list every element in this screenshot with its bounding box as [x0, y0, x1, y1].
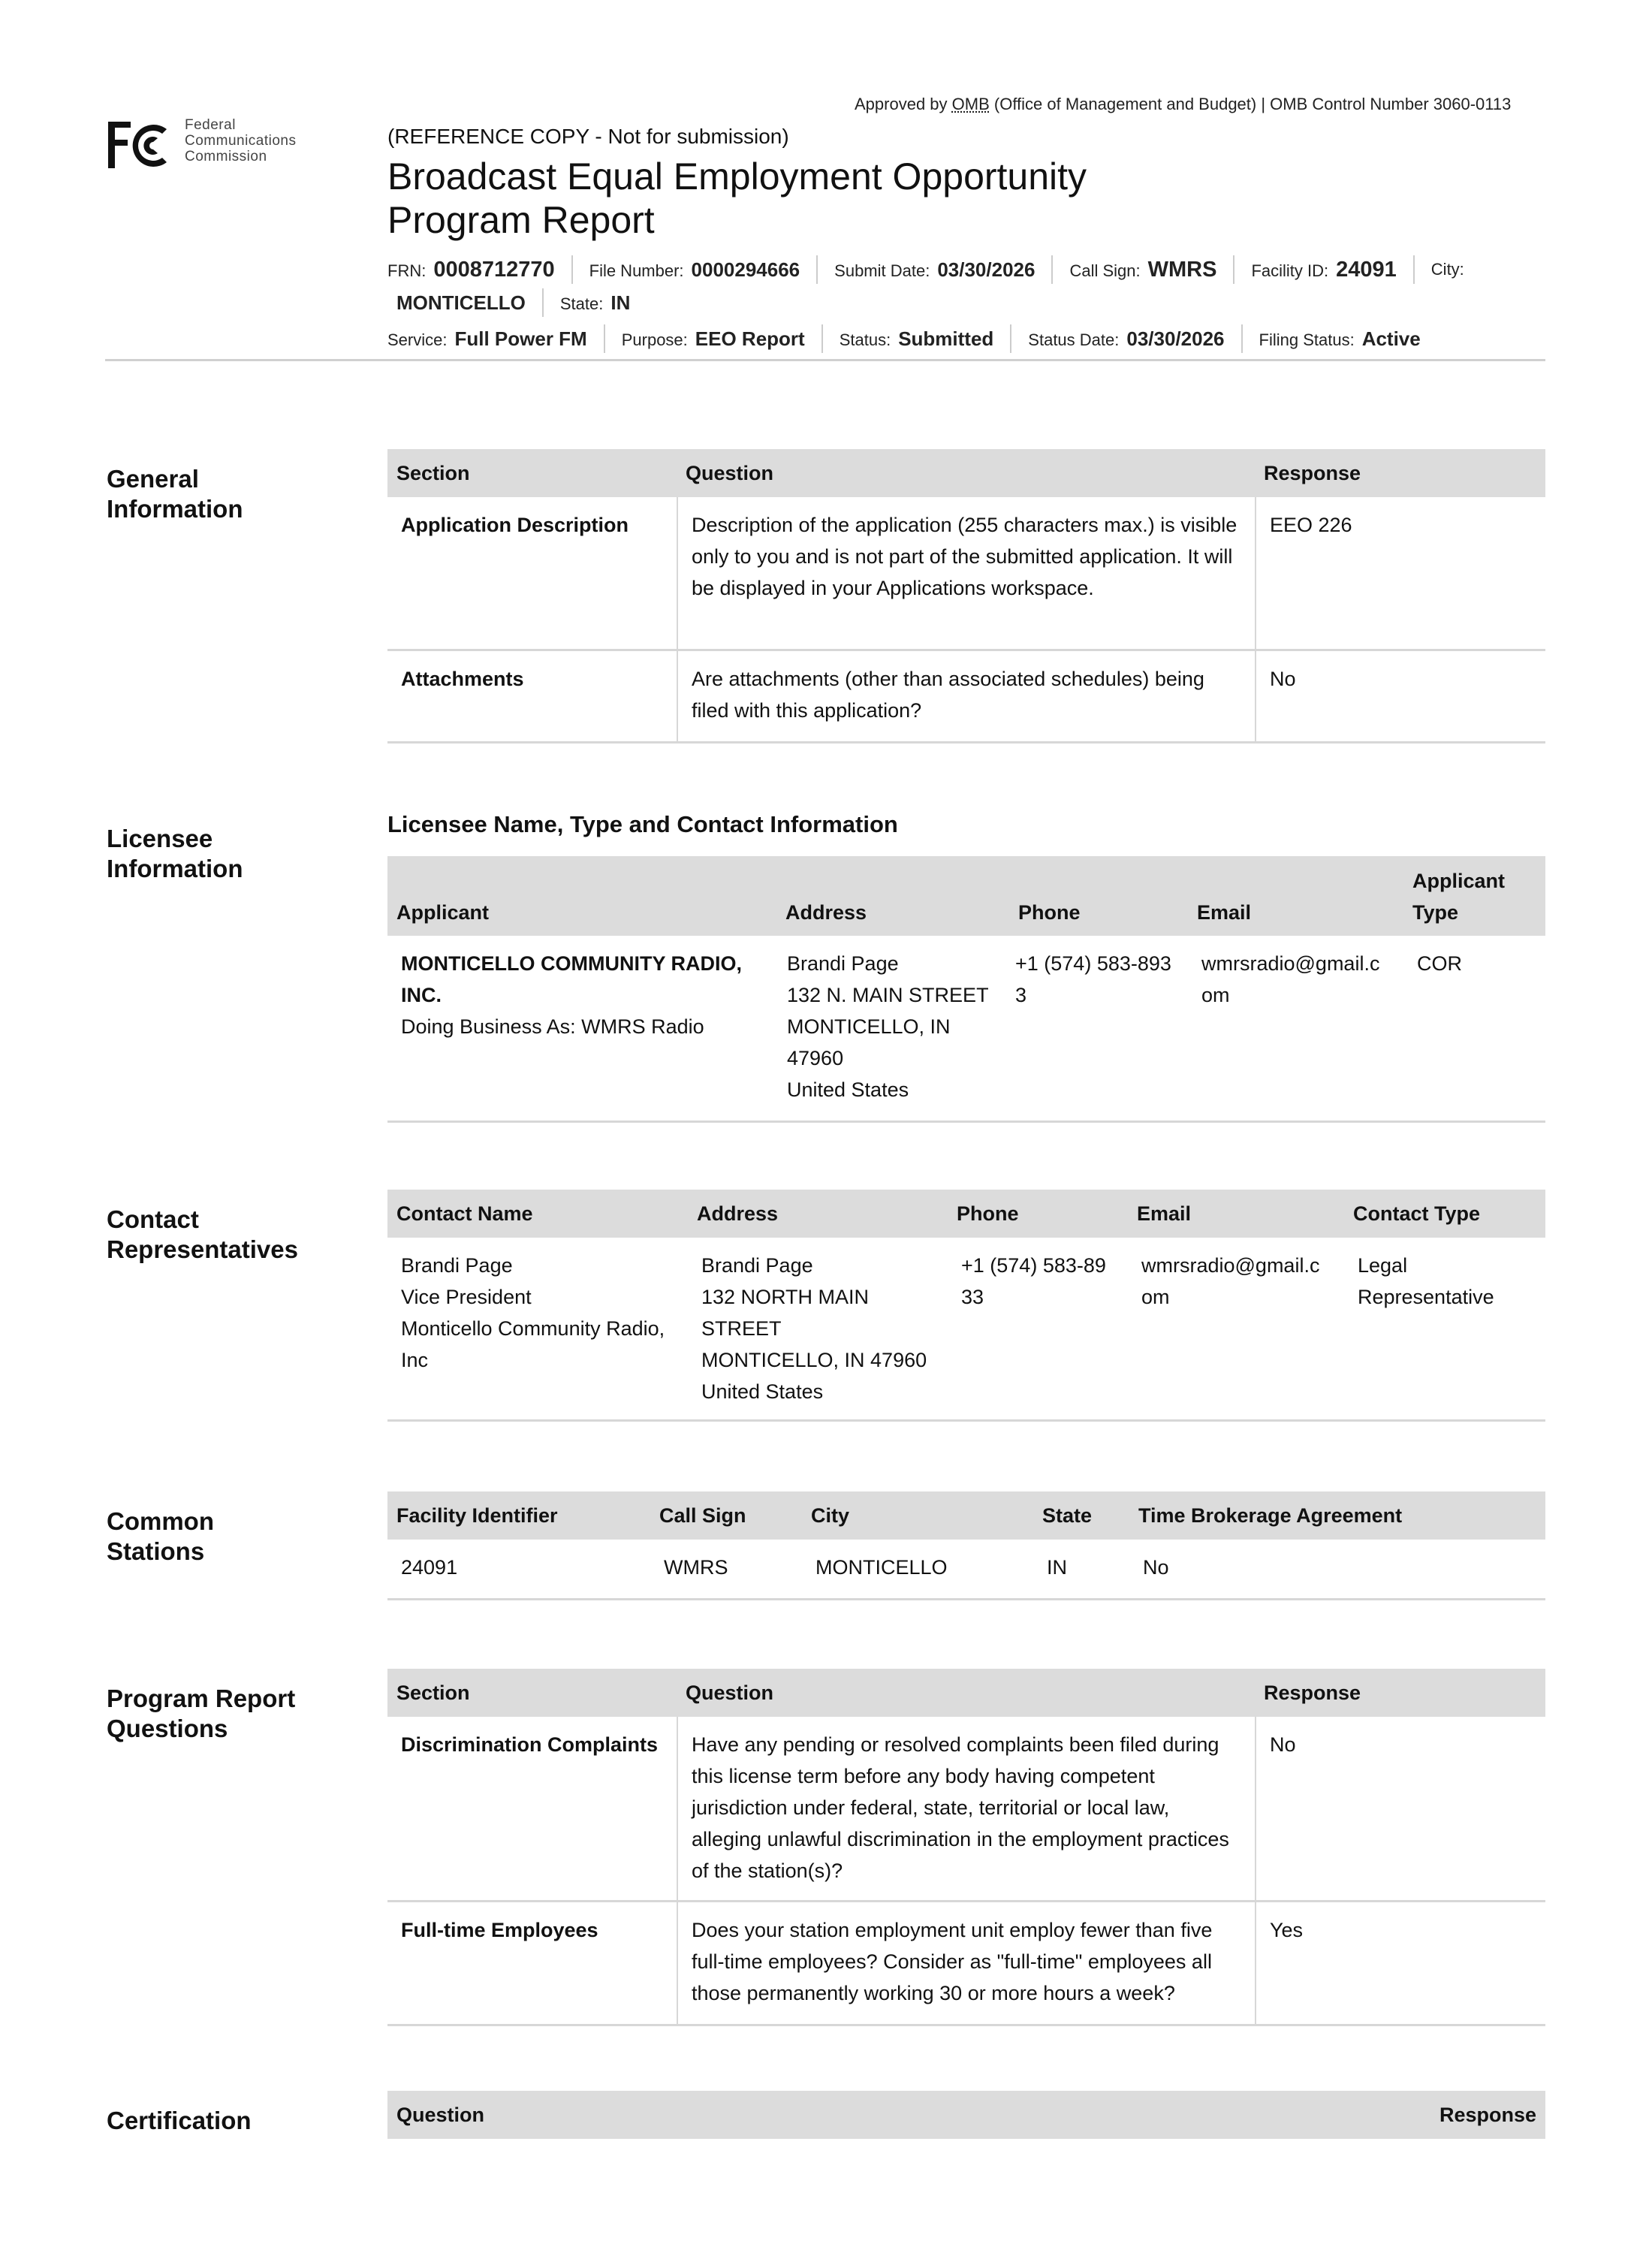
table-header: Facility Identifier Call Sign City State Time Brokerage Agreement [387, 1491, 1545, 1540]
applicant-email: wmrsradio@gmail.com [1201, 952, 1380, 1006]
table-header: Applicant Address Phone Email Applicant Type [387, 856, 1545, 936]
program-questions-table [387, 1669, 1545, 2026]
meta-row-2: MONTICELLO State: IN [387, 288, 647, 317]
submit-date-value: 03/30/2026 [937, 258, 1036, 281]
table-header: Contact Name Address Phone Email Contact Type [387, 1190, 1545, 1238]
meta-row-1: FRN: 0008712770 File Number: 0000294666 Submit Date: 03/30/2026 Call Sign: WMRS Facility ID: 24091 City: [387, 255, 1488, 284]
doing-business-as: Doing Business As: WMRS Radio [401, 1015, 704, 1038]
section-label-certification: Certification [107, 2107, 252, 2134]
table-row [387, 936, 1545, 1123]
table-header: Section Question Response [387, 1669, 1545, 1717]
licensee-table [387, 856, 1545, 1123]
general-information-table [387, 449, 1545, 743]
state-value: IN [610, 291, 631, 314]
table-row: Full-time Employees Does your station employment unit employ fewer than five full-time employees? Consider as "full-time" employees all those permanently working 30 or more hours a week? Yes [387, 1902, 1545, 2026]
contacts-table [387, 1190, 1545, 1422]
status-value: Submitted [898, 327, 994, 350]
facility-id-value: 24091 [1336, 258, 1397, 282]
service-value: Full Power FM [454, 327, 587, 350]
file-number-value: 0000294666 [691, 258, 800, 281]
stations-table [387, 1491, 1545, 1600]
call-sign-value: WMRS [1147, 258, 1217, 282]
section-label-licensee-information: Licensee Information [107, 825, 243, 882]
table-row: Discrimination Complaints Have any pending or resolved complaints been filed during this license term before any body having competent jurisdiction under federal, state, territorial or local law, alleging unlawful discrimination in the employment practices of the station(s)? No [387, 1717, 1545, 1902]
frn-value: 0008712770 [433, 258, 555, 282]
table-row: Application Description Description of the application (255 characters max.) is visible only to you and is not part of the submitted application. It will be displayed in your Applications workspace. EEO 226 [387, 497, 1545, 651]
meta-row-3: Service: Full Power FM Purpose: EEO Report Status: Submitted Status Date: 03/30/2026 Filing Status: Active [387, 324, 1437, 353]
applicant-phone: +1 (574) 583-8933 [1015, 952, 1171, 1006]
fcc-logo [105, 114, 330, 174]
contact-name: Brandi Page Vice President Monticello Community Radio, Inc [401, 1254, 665, 1371]
table-header: Section Question Response [387, 449, 1545, 497]
table-row: 24091 WMRS MONTICELLO IN No [387, 1540, 1545, 1600]
section-label-common-stations: Common Stations [107, 1507, 214, 1565]
contact-type: Legal Representative [1358, 1254, 1494, 1308]
city-value: MONTICELLO [396, 291, 526, 314]
table-row: Attachments Are attachments (other than associated schedules) being filed with this application? No [387, 651, 1545, 743]
fcc-logo-icon [105, 119, 173, 179]
applicant-name: MONTICELLO COMMUNITY RADIO, INC. [401, 952, 742, 1006]
omb-abbreviation: OMB [951, 95, 990, 113]
header-divider [105, 359, 1545, 361]
contact-phone: +1 (574) 583-8933 [961, 1254, 1106, 1308]
section-label-program-report-questions: Program Report Questions [107, 1684, 296, 1742]
applicant-type: COR [1417, 952, 1462, 975]
licensee-subtitle: Licensee Name, Type and Contact Information [387, 811, 898, 837]
section-label-general-information: General Information [107, 465, 243, 523]
page-title: Broadcast Equal Employment Opportunity Program Report [387, 155, 1087, 241]
table-row [387, 1238, 1545, 1422]
omb-approval-note: Approved by OMB (Office of Management and Budget) | OMB Control Number 3060-0113 [855, 95, 1512, 113]
certification-table [387, 2091, 1545, 2139]
section-label-contact-representatives: Contact Representatives [107, 1205, 298, 1263]
fcc-logo-text: Federal Communications Commission [185, 117, 297, 164]
contact-email: wmrsradio@gmail.com [1141, 1254, 1320, 1308]
status-date-value: 03/30/2026 [1126, 327, 1225, 350]
reference-copy-note: (REFERENCE COPY - Not for submission) [387, 125, 789, 148]
purpose-value: EEO Report [695, 327, 805, 350]
table-header: Question Response [387, 2091, 1545, 2139]
applicant-address: Brandi Page 132 N. MAIN STREET MONTICELLO, IN 47960 United States [787, 952, 989, 1101]
contact-address: Brandi Page 132 NORTH MAIN STREET MONTICELLO, IN 47960 United States [701, 1254, 927, 1403]
filing-status-value: Active [1361, 327, 1421, 350]
